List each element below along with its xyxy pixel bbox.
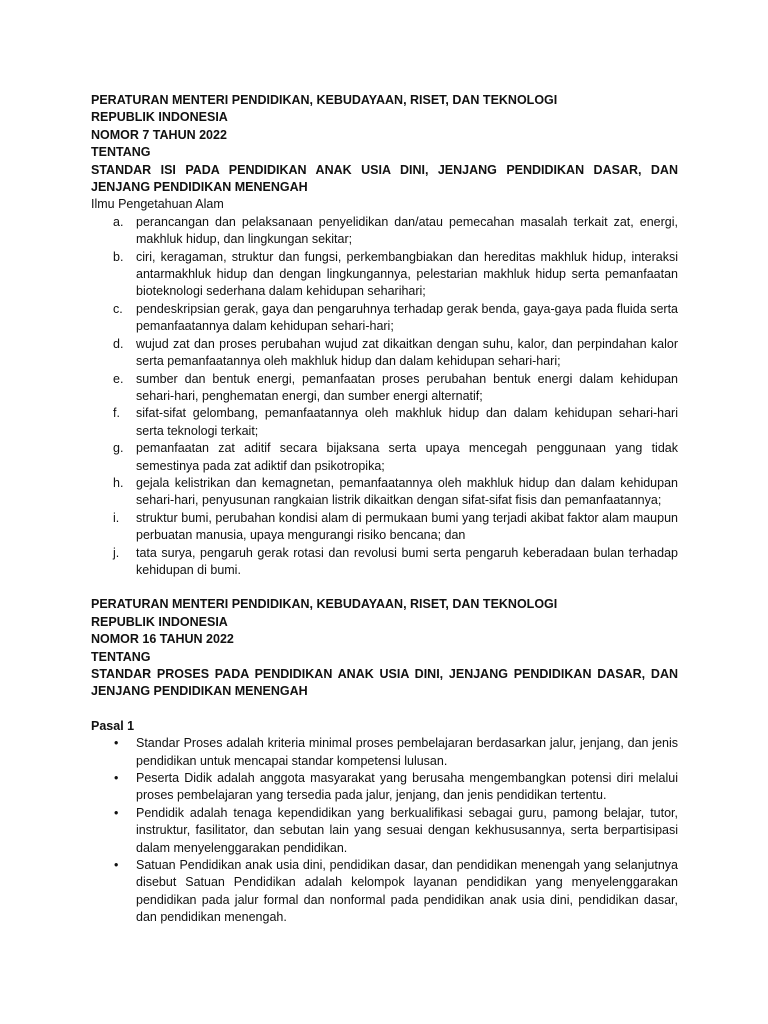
list-marker: e. [113,371,124,386]
regulation-title: STANDAR PROSES PADA PENDIDIKAN ANAK USIA DINI, JENJANG PENDIDIKAN DASAR, DAN JENJANG PENDIDIKAN MENENGAH [91,667,678,699]
section-spacer [91,579,678,596]
definition-list [91,735,678,926]
list-item [91,301,678,336]
regulation-heading: PERATURAN MENTERI PENDIDIKAN, KEBUDAYAAN, RISET, DAN TEKNOLOGI [91,93,558,107]
regulation-section-2 [91,596,678,926]
bullet-item [91,857,678,927]
regulation-section-1 [91,92,678,579]
regulation-title: STANDAR ISI PADA PENDIDIKAN ANAK USIA DINI, JENJANG PENDIDIKAN DASAR, DAN JENJANG PENDIDIKAN MENENGAH [91,162,678,195]
list-item-text: struktur bumi, perubahan kondisi alam di permukaan bumi yang terjadi akibat faktor alam maupun perbuatan manusia, upaya mengurangi risiko bencana; dan [136,510,678,543]
list-marker: d. [113,336,124,351]
regulation-number: NOMOR 7 TAHUN 2022 [91,127,227,142]
list-marker: i. [113,510,120,525]
list-item-text: pendeskripsian gerak, gaya dan pengaruhnya terhadap gerak benda, gaya-gaya pada fluida serta pemanfaatannya dalam kehidupan sehari-hari; [136,301,678,334]
regulation-heading: PERATURAN MENTERI PENDIDIKAN, KEBUDAYAAN, RISET, DAN TEKNOLOGI [91,597,558,612]
bullet-item-text: Satuan Pendidikan anak usia dini, pendidikan dasar, dan pendidikan menengah yang selanjutnya disebut Satuan Pendidikan adalah kelompok layanan pendidikan yang menyelenggarakan pendidikan pada jalur formal dan nonformal pada pendidikan anak usia dini, pendidikan dasar, dan pendidikan menengah. [136,858,678,925]
regarding-label: TENTANG [91,145,151,160]
regulation-number: NOMOR 16 TAHUN 2022 [91,632,234,647]
country-heading: REPUBLIK INDONESIA [91,614,228,629]
list-item-text: sumber dan bentuk energi, pemanfaatan proses perubahan bentuk energi dalam kehidupan sehari-hari, penghematan energi, dan sumber energi alternatif; [136,371,678,403]
article-heading: Pasal 1 [91,718,135,733]
bullet-item [91,770,678,805]
list-item [91,440,678,475]
list-item [91,545,678,580]
bullet-item [91,805,678,857]
list-item-text: gejala kelistrikan dan kemagnetan, pemanfaatannya oleh makhluk hidup dan dalam kehidupan sehari-hari, penyusunan rangkaian listrik dikaitkan dengan sifat-sifat fisis dan pemanfaatannya; [136,475,678,508]
list-item [91,371,678,406]
list-marker: h. [113,475,124,490]
list-item [91,405,678,440]
list-item-text: tata surya, pengaruh gerak rotasi dan revolusi bumi serta pengaruh keberadaan bulan terhadap kehidupan di bumi. [136,545,678,577]
bullet-icon: • [114,771,119,786]
bullet-item-text: Pendidik adalah tenaga kependidikan yang berkualifikasi sebagai guru, pamong belajar, tutor, instruktur, fasilitator, dan sebutan lain yang sesuai dengan kekhususannya, serta berpartisipasi dalam menyelenggarakan pendidikan. [136,805,678,855]
list-marker: b. [113,249,124,264]
bullet-icon: • [114,736,119,751]
list-item-text: ciri, keragaman, struktur dan fungsi, perkembangbiakan dan hereditas makhluk hidup, interaksi antarmakhluk hidup dan dengan lingkungannya, pelestarian makhluk hidup serta pemanfaatan bioteknologi sederhana dalam kehidupan seharihari; [136,249,678,299]
bullet-item [91,735,678,770]
subject-heading: Ilmu Pengetahuan Alam [91,197,224,212]
bullet-icon: • [114,805,119,820]
list-item [91,249,678,301]
content-list [91,214,678,580]
list-item [91,475,678,510]
list-item-text: sifat-sifat gelombang, pemanfaatannya oleh makhluk hidup dan dalam kehidupan sehari-hari serta teknologi terkait; [136,406,678,438]
list-item-text: wujud zat dan proses perubahan wujud zat dikaitkan dengan suhu, kalor, dan perpindahan kalor serta pemanfaatannya oleh makhluk hidup dan dalam kehidupan sehari-hari; [136,336,678,369]
list-marker: f. [113,406,120,421]
country-heading: REPUBLIK INDONESIA [91,110,228,125]
regarding-label: TENTANG [91,649,151,664]
list-marker: c. [113,301,123,316]
list-item [91,336,678,371]
paragraph-spacer [91,701,678,718]
bullet-item-text: Standar Proses adalah kriteria minimal proses pembelajaran berdasarkan jalur, jenjang, dan jenis pendidikan untuk mencapai standar kompetensi lulusan. [136,736,678,768]
list-item [91,510,678,545]
list-item-text: pemanfaatan zat aditif secara bijaksana serta upaya mencegah penggunaan yang tidak semestinya pada zat adiktif dan psikotropika; [136,441,678,473]
list-item [91,214,678,249]
bullet-icon: • [114,858,119,873]
list-item-text: perancangan dan pelaksanaan penyelidikan dan/atau pemecahan masalah terkait zat, energi, makhluk hidup, dan lingkungan sekitar; [136,214,678,247]
list-marker: j. [113,545,120,560]
list-marker: g. [113,441,124,456]
list-marker: a. [113,214,124,229]
bullet-item-text: Peserta Didik adalah anggota masyarakat yang berusaha mengembangkan potensi diri melalui proses pembelajaran yang tersedia pada jalur, jenjang, dan jenis pendidikan tertentu. [136,771,678,803]
